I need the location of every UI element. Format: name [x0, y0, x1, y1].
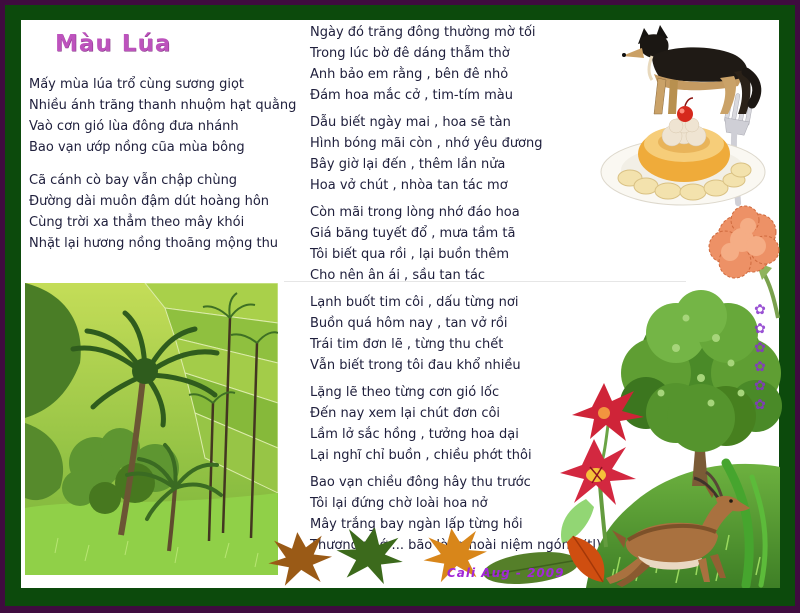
vertical-watermark: ✿✿✿✿✿✿: [752, 302, 768, 416]
poem-line: Đến nay xem lại chút đơn côi: [310, 406, 501, 421]
poem-line: Đường dài muôn đậm dút hoàng hôn: [29, 194, 270, 209]
poem-line: Lặng lẽ theo từng cơn gió lốc: [310, 385, 500, 400]
stanza: [310, 202, 586, 286]
poem-line: Bây giờ lại đến , thêm lần nửa: [310, 157, 506, 172]
stanza: [29, 170, 291, 254]
poem-title: Màu Lúa: [55, 31, 172, 57]
carnation-flower-icon: [700, 202, 792, 320]
poem-line: Hình bóng mãi còn , nhớ yêu đương: [310, 136, 543, 151]
poem-line: Tôi biết qua rồi , lại buồn thêm: [310, 247, 510, 262]
poem-line: Vaò cơn gió lùa đông đưa nhánh: [29, 119, 239, 134]
poem-line: Buồn quá hôm nay , tan vở rồi: [310, 316, 508, 331]
poem-line: Nhặt lại hương nồng thoãng mộng thu: [29, 236, 279, 251]
stanza: [310, 382, 586, 466]
poem-line: Lầm lở sắc hồng , tưởng hoa dại: [310, 427, 519, 442]
poem-line: Lạnh buốt tim côi , dấu từng nơi: [310, 295, 519, 310]
poem-column-middle: [310, 22, 586, 562]
stanza: [310, 112, 586, 196]
poem-column-left: [29, 74, 297, 266]
poem-line: Vẫn biết trong tôi đau khổ nhiều: [310, 358, 521, 373]
poem-line: Mấy mùa lúa trổ cùng sương giọt: [29, 77, 245, 92]
palm-rice-terrace-photo: [25, 283, 278, 575]
poem-line: Bao vạn chiều đông hây thu trước: [310, 475, 531, 490]
poem-line: Trái tim đơn lẽ , từng thu chết: [310, 337, 504, 352]
poem-line: Cho nên ân ái , sầu tan tác: [310, 268, 486, 283]
german-shepherd-dog-icon: [608, 22, 773, 120]
running-deer-icon: [598, 468, 763, 588]
author-signature: Cali Aug - 2009: [447, 566, 565, 580]
poem-line: Hoa vở chút , nhòa tan tác mơ: [310, 178, 508, 193]
poem-line: Bao vạn ướp nồng cũa mùa bông: [29, 140, 245, 155]
poem-line: Mây trắng bay ngàn lấp từng hồi: [310, 517, 523, 532]
poem-line: Lại nghĩ chỉ buồn , chiều phớt thôi: [310, 448, 532, 463]
poem-line: Tôi lại đứng chờ loài hoa nở: [310, 496, 488, 511]
stanza: [310, 22, 586, 106]
poem-line: Dẫu biết ngày mai , hoa sẽ tàn: [310, 115, 511, 130]
poem-line: Nhiều ánh trăng thanh nhuộm hạt quằng: [29, 98, 297, 113]
poem-line: Ngày đó trăng đông thường mờ tối: [310, 25, 536, 40]
poem-line: Còn mãi trong lòng nhớ đáo hoa: [310, 205, 520, 220]
autumn-leaves-icon: [243, 528, 618, 590]
poem-line: Cã cánh cò bay vẫn chập chùng: [29, 173, 238, 188]
stanza: [310, 292, 586, 376]
poem-line: Cùng trời xa thẳm theo mây khói: [29, 215, 245, 230]
stanza: [29, 74, 297, 158]
poem-line: Thương ... bão hoài niệm ngóng: [310, 538, 579, 553]
poem-line: Giá băng tuyết đổ , mưa tầm tã: [310, 226, 516, 241]
poem-line: Anh bảo em rằng , bên đê nhỏ: [310, 67, 509, 82]
poem-line: Đám hoa mắc cở , tim-tím màu: [310, 88, 513, 103]
poem-line: Trong lúc bờ đê dáng thẫm thờ: [310, 46, 510, 61]
